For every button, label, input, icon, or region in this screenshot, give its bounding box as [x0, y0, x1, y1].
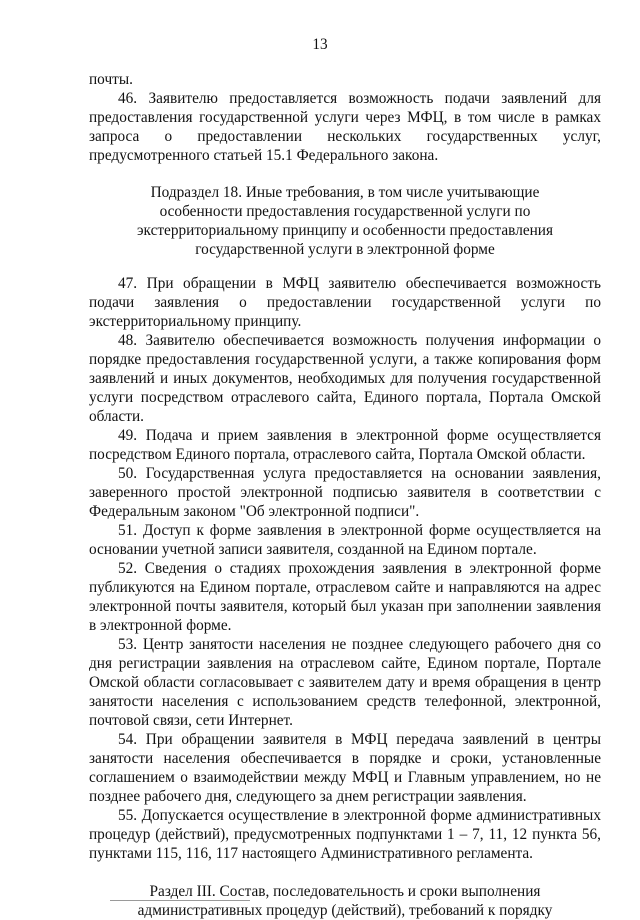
paragraph-48: 48. Заявителю обеспечивается возможность получения информации о порядке предоставления государственной услуги, а также копирования форм заявлений и иных документов, необходимых для получения государственной услуги посредством отраслевого сайта, Единого портала, Портала Омской области.	[89, 332, 601, 425]
paragraph-53: 53. Центр занятости населения не позднее следующего рабочего дня со дня регистрации заявления на отраслевом сайте, Едином портале, Портале Омской области согласовывает с заявителем дату и время обращения в центр занятости населения с использованием средств телефонной, электронной, почтовой связи, сети Интернет.	[89, 636, 601, 729]
subsection-18-heading	[89, 183, 601, 259]
paragraph-continuation: почты.	[89, 71, 133, 88]
paragraph-54: 54. При обращении заявителя в МФЦ передача заявлений в центры занятости населения обеспечивается в порядке и сроки, установленные соглашением о взаимодействии между МФЦ и Главным управлением, но не позднее рабочего дня, следующего за днем регистрации заявления.	[89, 731, 601, 805]
paragraph-46: 46. Заявителю предоставляется возможность подачи заявлений для предоставления государственной услуги через МФЦ, в том числе в рамках запроса о предоставлении нескольких государственных услуг, предусмотренного статьей 15.1 Федерального закона.	[89, 90, 601, 164]
paragraph-50: 50. Государственная услуга предоставляется на основании заявления, заверенного простой электронной подписью заявителя в соответствии с Федеральным законом "Об электронной подписи".	[89, 465, 601, 520]
paragraph-49: 49. Подача и прием заявления в электронной форме осуществляется посредством Единого портала, отраслевого сайта, Портала Омской области.	[89, 427, 601, 463]
paragraph-51: 51. Доступ к форме заявления в электронной форме осуществляется на основании учетной записи заявителя, созданной на Едином портале.	[89, 522, 601, 558]
paragraph-47: 47. При обращении в МФЦ заявителю обеспечивается возможность подачи заявления о предоставлении государственной услуги по экстерриториальному принципу.	[89, 275, 601, 330]
section-3-heading	[89, 882, 601, 920]
section-heading-line: Раздел III. Состав, последовательность и сроки выполнения	[149, 883, 541, 900]
document-body	[89, 70, 601, 920]
section-heading-line: административных процедур (действий), требований к порядку	[137, 902, 553, 919]
subsection-heading-line: экстерриториальному принципу и особенности предоставления	[136, 222, 554, 239]
scan-edge-line	[110, 900, 250, 901]
paragraph-55: 55. Допускается осуществление в электронной форме административных процедур (действий), предусмотренных подпунктами 1 – 7, 11, 12 пункта 56, пунктами 115, 116, 117 настоящего Административного регламента.	[89, 807, 601, 862]
subsection-heading-line: государственной услуги в электронной форме	[195, 241, 495, 258]
page-number: 13	[312, 36, 328, 53]
paragraph-52: 52. Сведения о стадиях прохождения заявления в электронной форме публикуются на Едином портале, отраслевом сайте и направляются на адрес электронной почты заявителя, который был указан при заполнении заявления в электронной форме.	[89, 560, 601, 634]
subsection-heading-line: Подраздел 18. Иные требования, в том числе учитывающие	[150, 184, 540, 201]
subsection-heading-line: особенности предоставления государственной услуги по	[159, 203, 531, 220]
